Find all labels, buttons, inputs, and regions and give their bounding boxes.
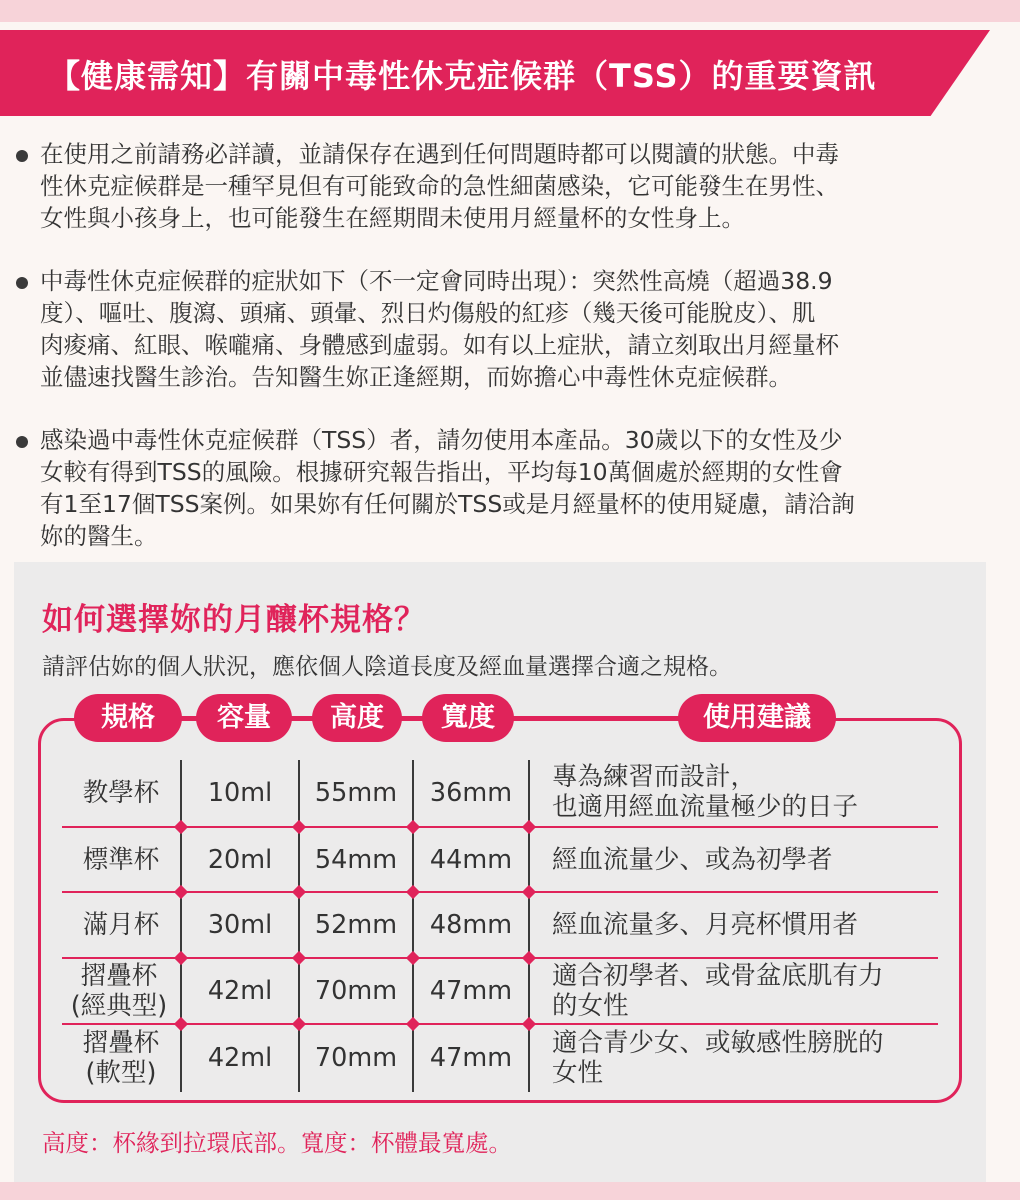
- cell-line: 適合初學者、或骨盆底肌有力: [552, 960, 884, 991]
- cell-line: 教學杯: [82, 778, 160, 808]
- header-pill-advice: 使用建議: [678, 694, 836, 742]
- cell-height: 52mm: [314, 910, 398, 940]
- header-connector: [290, 716, 314, 719]
- cell-line: 也適用經血流量極少的日子: [552, 792, 859, 822]
- cell-spec-name: [62, 893, 180, 957]
- paragraph-line: 度）、嘔吐、腹瀉、頭痛、頭暈、烈日灼傷般的紅疹（幾天後可能脫皮）、肌: [40, 299, 816, 327]
- cell-line: 經血流量少、或為初學者: [552, 844, 833, 875]
- paragraph-line: 女性與小孩身上，也可能發生在經期間未使用月經量杯的女性身上。: [40, 204, 745, 232]
- header-connector: [512, 716, 680, 719]
- paragraph-line: 性休克症候群是一種罕見但有可能致命的急性細菌感染，它可能發生在男性、: [40, 172, 839, 200]
- header-pill-height: 高度: [312, 694, 402, 742]
- cell-height: 55mm: [314, 778, 398, 808]
- cell-height: 54mm: [314, 844, 398, 875]
- paragraph-line: 並儘速找醫生診治。告知醫生妳正逢經期，而妳擔心中毒性休克症候群。: [40, 363, 792, 391]
- cell-capacity: 30ml: [207, 910, 273, 940]
- cell-spec-name: [62, 1025, 180, 1091]
- paragraph-line: 中毒性休克症候群的症狀如下（不一定會同時出現）：突然性高燒（超過38.9: [40, 267, 833, 295]
- cell-width: 48mm: [429, 910, 513, 940]
- cell-capacity: 10ml: [207, 778, 273, 808]
- size-footnote: 高度：杯緣到拉環底部。寬度：杯體最寬處。: [42, 1129, 512, 1157]
- cell-advice: [552, 1025, 942, 1091]
- paragraph-line: 肉痠痛、紅眼、喉嚨痛、身體感到虛弱。如有以上症狀，請立刻取出月經量杯: [40, 331, 839, 359]
- cell-height: 70mm: [314, 1043, 398, 1073]
- header-connector: [400, 716, 424, 719]
- paragraph-line: 妳的醫生。: [40, 522, 158, 550]
- page-title: 【健康需知】有關中毒性休克症候群（TSS）的重要資訊: [48, 57, 877, 95]
- cell-line: 的女性: [552, 990, 629, 1021]
- info-paragraph-3: [40, 424, 980, 552]
- cell-advice: [552, 758, 942, 826]
- cell-line: 摺疊杯: [82, 1028, 160, 1058]
- cell-line: 滿月杯: [82, 910, 160, 940]
- column-divider: [528, 760, 530, 1092]
- header-pill-capacity: 容量: [196, 694, 292, 742]
- cell-height: 70mm: [314, 975, 398, 1006]
- cell-line: 經血流量多、月亮杯慣用者: [552, 910, 859, 940]
- bullet-dot-icon: [16, 277, 28, 289]
- header-pill-width: 寬度: [422, 694, 514, 742]
- cell-line: (經典型): [70, 990, 168, 1021]
- cell-advice: [552, 893, 942, 957]
- cell-line: 摺疊杯: [80, 960, 158, 991]
- top-decor-strip: [0, 0, 1020, 22]
- cell-spec-name: [62, 760, 180, 826]
- cell-line: 專為練習而設計，: [552, 762, 757, 792]
- info-paragraph-2: [40, 265, 980, 393]
- cell-line: 女性: [552, 1058, 604, 1088]
- paragraph-line: 有1至17個TSS案例。如果妳有任何關於TSS或是月經量杯的使用疑慮，請洽詢: [40, 490, 855, 518]
- info-paragraph-1: [40, 138, 980, 234]
- cell-capacity: 20ml: [207, 844, 273, 875]
- bullet-dot-icon: [16, 436, 28, 448]
- cell-width: 36mm: [429, 778, 513, 808]
- paragraph-line: 在使用之前請務必詳讀，並請保存在遇到任何問題時都可以閱讀的狀態。中毒: [40, 140, 839, 168]
- cell-width: 44mm: [429, 844, 513, 875]
- paragraph-line: 女較有得到TSS的風險。根據研究報告指出，平均每10萬個處於經期的女性會: [40, 458, 843, 486]
- header-pill-spec: 規格: [74, 694, 182, 742]
- cell-width: 47mm: [429, 975, 513, 1006]
- paragraph-line: 感染過中毒性休克症候群（TSS）者，請勿使用本產品。30歲以下的女性及少: [40, 426, 843, 454]
- size-guide-title: 如何選擇妳的月釀杯規格？: [42, 602, 426, 638]
- cell-spec-name: [62, 828, 180, 891]
- cell-line: (軟型): [85, 1058, 157, 1088]
- bottom-decor-strip: [0, 1182, 1020, 1200]
- cell-line: 適合青少女、或敏感性膀胱的: [552, 1028, 884, 1058]
- cell-capacity: 42ml: [207, 1043, 273, 1073]
- cell-line: 標準杯: [82, 844, 160, 875]
- cell-spec-name: [56, 958, 182, 1023]
- bullet-dot-icon: [16, 150, 28, 162]
- cell-width: 47mm: [429, 1043, 513, 1073]
- size-guide-subtitle: 請評估妳的個人狀況，應依個人陰道長度及經血量選擇合適之規格。: [42, 654, 732, 680]
- cell-advice: [552, 958, 942, 1023]
- cell-advice: [552, 828, 942, 891]
- cell-capacity: 42ml: [207, 975, 273, 1006]
